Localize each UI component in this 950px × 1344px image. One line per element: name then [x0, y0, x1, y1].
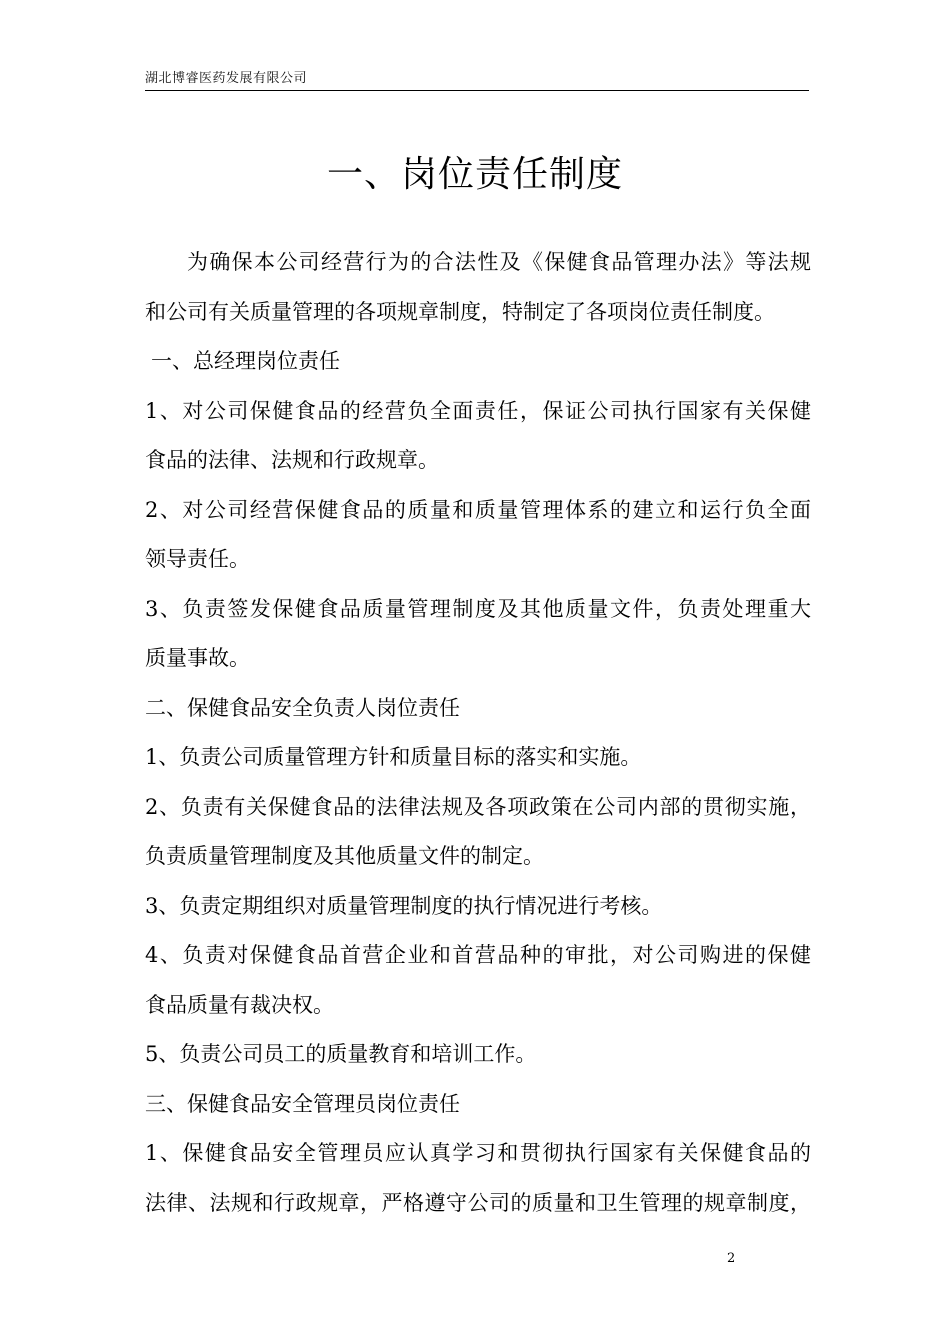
page-number: 2	[727, 1251, 736, 1266]
list-item-line: 2、对公司经营保健食品的质量和质量管理体系的建立和运行负全面	[145, 497, 811, 522]
section-heading: 一、总经理岗位责任	[151, 349, 340, 373]
list-item-line: 领导责任。	[145, 547, 250, 571]
list-item-line: 1、负责公司质量管理方针和质量目标的落实和实施。	[145, 745, 642, 769]
header-company-name: 湖北博睿医药发展有限公司	[145, 71, 308, 86]
list-item-line: 3、负责定期组织对质量管理制度的执行情况进行考核。	[145, 893, 663, 918]
list-item-line: 食品质量有裁决权。	[145, 992, 334, 1017]
list-item-line: 3、负责签发保健食品质量管理制度及其他质量文件，负责处理重大	[145, 596, 811, 621]
intro-paragraph-line: 和公司有关质量管理的各项规章制度，特制定了各项岗位责任制度。	[145, 299, 775, 324]
document-title: 一、岗位责任制度	[326, 154, 623, 195]
intro-paragraph-line: 为确保本公司经营行为的合法性及《保健食品管理办法》等法规	[187, 250, 811, 274]
list-item-line: 负责质量管理制度及其他质量文件的制定。	[145, 844, 544, 868]
list-item-line: 法律、法规和行政规章，严格遵守公司的质量和卫生管理的规章制度，	[145, 1190, 811, 1215]
list-item-line: 2、负责有关保健食品的法律法规及各项政策在公司内部的贯彻实施，	[145, 794, 811, 819]
list-item-line: 1、保健食品安全管理员应认真学习和贯彻执行国家有关保健食品的	[145, 1141, 811, 1165]
list-item-line: 质量事故。	[145, 646, 250, 670]
list-item-line: 1、对公司保健食品的经营负全面责任，保证公司执行国家有关保健	[145, 398, 811, 423]
list-item-line: 食品的法律、法规和行政规章。	[145, 448, 439, 472]
section-heading: 二、保健食品安全负责人岗位责任	[145, 695, 460, 720]
section-heading: 三、保健食品安全管理员岗位责任	[145, 1091, 460, 1116]
document-body	[145, 238, 811, 1228]
list-item-line: 4、负责对保健食品首营企业和首营品种的审批，对公司购进的保健	[145, 943, 811, 967]
list-item-line: 5、负责公司员工的质量教育和培训工作。	[145, 1042, 537, 1066]
page-header	[145, 72, 809, 91]
